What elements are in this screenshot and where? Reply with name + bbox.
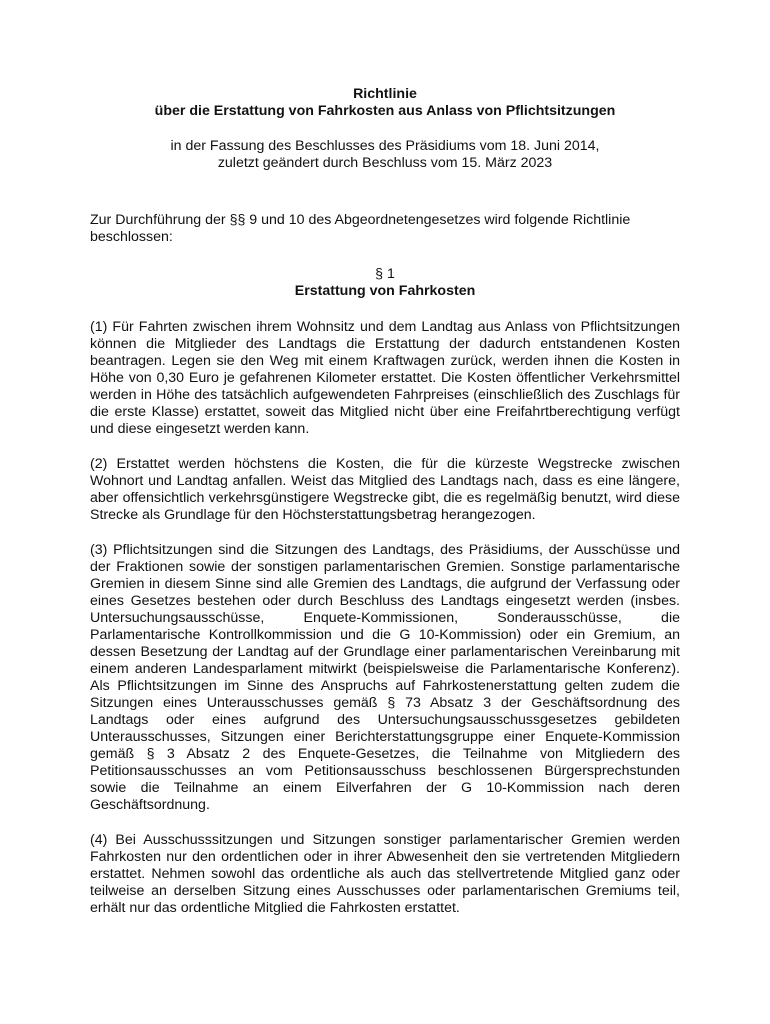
title-line-1: Richtlinie xyxy=(353,86,417,102)
document-subtitle xyxy=(90,138,680,172)
paragraph-4: (4) Bei Ausschusssitzungen und Sitzungen sonstiger parlamentarischer Gremien werden Fahrkosten nur den ordentlichen oder in ihrer Abwesenheit den sie vertretenden Mitgliedern erstattet. Nehmen sowohl das ordentliche als auch das stellvertretende Mitglied ganz oder teilweise an derselben Sitzung eines Ausschusses oder parlamentarischen Gremiums teil, erhält nur das ordentliche Mitglied die Fahrkosten erstattet. xyxy=(90,832,680,916)
paragraph-1: (1) Für Fahrten zwischen ihrem Wohnsitz und dem Landtag aus Anlass von Pflichtsitzungen können die Mitglieder des Landtags die Erstattung der dadurch entstandenen Kosten beantragen. Legen sie den Weg mit einem Kraftwagen zurück, werden ihnen die Kosten in Höhe von 0,30 Euro je gefahrenen Kilometer erstattet. Die Kosten öffentlicher Verkehrsmittel werden in Höhe des tatsächlich aufgewendeten Fahrpreises (einschließlich des Zuschlags für die erste Klasse) erstattet, soweit das Mitglied nicht über eine Freifahrtberechtigung verfügt und diese eingesetzt werden kann. xyxy=(90,319,680,437)
document-page xyxy=(90,86,680,935)
intro-text: Zur Durchführung der §§ 9 und 10 des Abgeordnetengesetzes wird folgende Richtlinie beschlossen: xyxy=(90,212,631,245)
section-number: § 1 xyxy=(375,266,395,282)
subtitle-line-1: in der Fassung des Beschlusses des Präsidiums vom 18. Juni 2014, xyxy=(170,138,600,154)
section-title: Erstattung von Fahrkosten xyxy=(294,283,476,299)
section-heading xyxy=(90,266,680,300)
paragraph-3: (3) Pflichtsitzungen sind die Sitzungen des Landtags, des Präsidiums, der Ausschüsse und der Fraktionen sowie der sonstigen parlamentarischen Gremien. Sonstige parlamentarische Gremien in diesem Sinne sind alle Gremien des Landtags, die aufgrund der Verfassung oder eines Gesetzes bestehen oder durch Beschluss des Landtags eingesetzt werden (insbes. Untersuchungsausschüsse, Enquete-Kommissionen, Sonderausschüsse, die Parlamentarische Kontrollkommission und die G 10-Kommission) oder ein Gremium, an dessen Besetzung der Landtag auf der Grundlage einer parlamentarischen Vereinbarung mit einem anderen Landesparlament mitwirkt (beispielsweise die Parlamentarische Konferenz). Als Pflichtsitzungen im Sinne des Anspruchs auf Fahrkostenerstattung gelten zudem die Sitzungen eines Unterausschusses gemäß § 73 Absatz 3 der Geschäftsordnung des Landtags oder eines aufgrund des Untersuchungsausschussgesetzes gebildeten Unterausschusses, Sitzungen einer Berichterstattungsgruppe einer Enquete-Kommission gemäß § 3 Absatz 2 des Enquete-Gesetzes, die Teilnahme von Mitgliedern des Petitionsausschusses an vom Petitionsausschuss beschlossenen Bürgersprechstunden sowie die Teilnahme an einem Eilverfahren der G 10-Kommission nach deren Geschäftsordnung. xyxy=(90,542,680,813)
title-line-2: über die Erstattung von Fahrkosten aus Anlass von Pflichtsitzungen xyxy=(154,103,616,119)
subtitle-line-2: zuletzt geändert durch Beschluss vom 15. März 2023 xyxy=(217,155,553,171)
paragraph-2: (2) Erstattet werden höchstens die Kosten, die für die kürzeste Wegstrecke zwischen Wohnort und Landtag anfallen. Weist das Mitglied des Landtags nach, dass es eine längere, aber offensichtlich verkehrsgünstigere Wegstrecke gibt, die es regelmäßig benutzt, wird diese Strecke als Grundlage für den Höchsterstattungsbetrag herangezogen. xyxy=(90,456,680,523)
document-title xyxy=(90,86,680,120)
